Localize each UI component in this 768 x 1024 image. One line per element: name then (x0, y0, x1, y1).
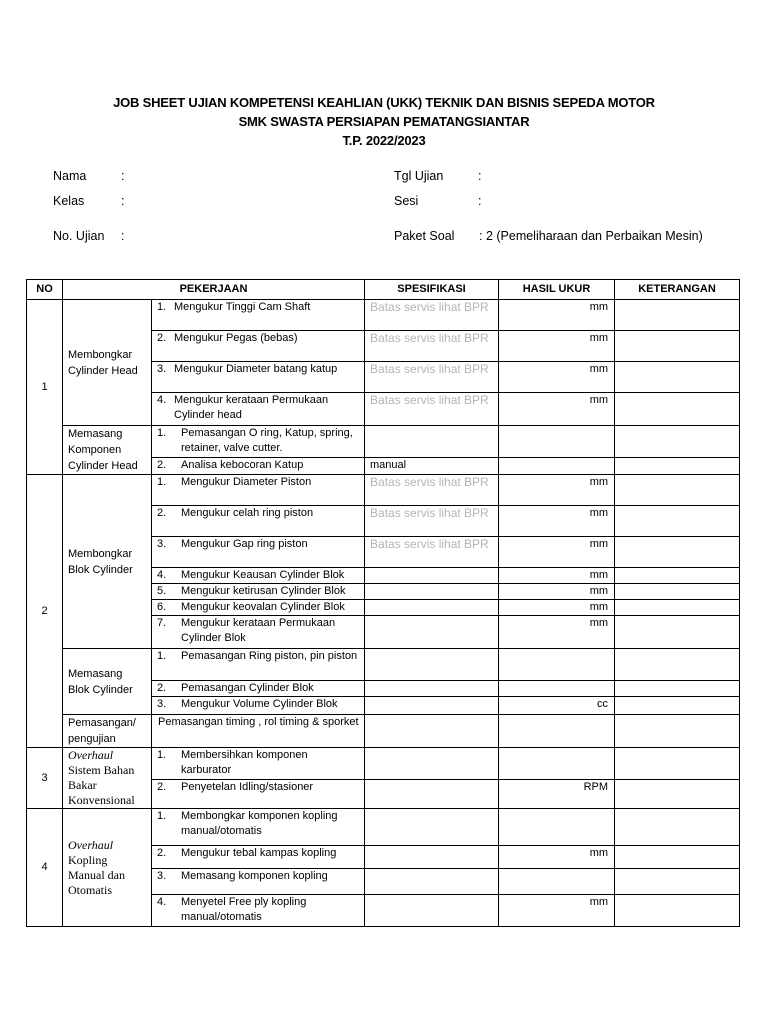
task-text: Membersihkan komponen karburator (181, 749, 308, 776)
keterangan-cell[interactable] (615, 809, 740, 846)
task-number: 1. (157, 749, 167, 761)
hasil-ukur-cell[interactable]: mm (499, 568, 615, 584)
table-row (27, 426, 740, 458)
task-number: 3. (157, 363, 167, 375)
task-cell (152, 506, 365, 537)
group-name-rest: Sistem Bahan Bakar Konvensional (68, 763, 135, 807)
task-number: 1. (157, 476, 167, 488)
spec-cell (365, 895, 499, 927)
task-cell (152, 895, 365, 927)
task-cell (152, 649, 365, 681)
colon-kelas: : (121, 194, 125, 208)
label-no-ujian: No. Ujian (53, 229, 105, 243)
group-name: Membongkar Cylinder Head (63, 300, 152, 426)
table-row (27, 748, 740, 780)
spec-cell (365, 697, 499, 715)
task-cell (152, 362, 365, 393)
hasil-ukur-cell[interactable] (499, 748, 615, 780)
task-cell (152, 331, 365, 362)
task-number: 7. (157, 617, 167, 629)
keterangan-cell[interactable] (615, 458, 740, 475)
keterangan-cell[interactable] (615, 362, 740, 393)
task-number: 2. (157, 781, 167, 793)
col-header-hasil-ukur: HASIL UKUR (499, 280, 615, 300)
hasil-ukur-cell[interactable]: mm (499, 537, 615, 568)
keterangan-cell[interactable] (615, 697, 740, 715)
hasil-ukur-cell[interactable] (499, 809, 615, 846)
keterangan-cell[interactable] (615, 895, 740, 927)
spec-cell (365, 715, 499, 748)
hasil-ukur-cell[interactable]: mm (499, 331, 615, 362)
keterangan-cell[interactable] (615, 715, 740, 748)
hasil-ukur-cell[interactable]: mm (499, 475, 615, 506)
task-text: Mengukur Pegas (bebas) (174, 332, 298, 344)
section-number: 4 (27, 809, 63, 927)
task-number: 2. (157, 459, 167, 472)
label-tgl-ujian: Tgl Ujian (394, 169, 444, 183)
task-text: Mengukur Keausan Cylinder Blok (181, 569, 345, 581)
hasil-ukur-cell[interactable]: mm (499, 616, 615, 649)
table-row (27, 300, 740, 331)
keterangan-cell[interactable] (615, 537, 740, 568)
spec-cell (365, 869, 499, 895)
group-name: Memasang Komponen Cylinder Head (63, 426, 152, 475)
task-number: 6. (157, 601, 167, 613)
task-text: Pemasangan Cylinder Blok (181, 682, 314, 694)
table-row (27, 809, 740, 846)
keterangan-cell[interactable] (615, 869, 740, 895)
group-name-rest: Kopling Manual dan Otomatis (68, 852, 125, 897)
task-text: Pemasangan Ring piston, pin piston (181, 650, 358, 662)
task-number: 1. (157, 650, 167, 662)
hasil-ukur-cell[interactable]: mm (499, 895, 615, 927)
doc-title-line-2: SMK SWASTA PERSIAPAN PEMATANGSIANTAR (238, 114, 530, 129)
spec-cell: Batas servis lihat BPR (365, 475, 499, 506)
col-header-spesifikasi: SPESIFIKASI (365, 280, 499, 300)
task-number: 1. (157, 301, 167, 313)
paket-soal-value: : 2 (Pemeliharaan dan Perbaikan Mesin) (479, 229, 703, 243)
task-number: 2. (157, 332, 167, 344)
keterangan-cell[interactable] (615, 475, 740, 506)
task-cell (152, 715, 365, 748)
keterangan-cell[interactable] (615, 393, 740, 426)
table-row (27, 475, 740, 506)
label-kelas: Kelas (53, 194, 85, 208)
job-sheet-table (26, 279, 740, 927)
colon-nama: : (121, 169, 125, 183)
hasil-ukur-cell[interactable]: mm (499, 584, 615, 600)
keterangan-cell[interactable] (615, 331, 740, 362)
task-text: Mengukur tebal kampas kopling (181, 847, 337, 859)
task-text: Memasang komponen kopling (181, 870, 328, 882)
task-number: 3. (157, 870, 167, 882)
group-name-italic: Overhaul (68, 748, 114, 762)
spec-cell (365, 748, 499, 780)
spec-cell (365, 568, 499, 584)
hasil-ukur-cell[interactable]: RPM (499, 780, 615, 809)
col-header-no: NO (27, 280, 63, 300)
hasil-ukur-cell[interactable]: mm (499, 393, 615, 426)
spec-cell (365, 600, 499, 616)
task-text: Mengukur Diameter batang katup (174, 363, 338, 375)
task-cell (152, 600, 365, 616)
task-text: Mengukur kerataan Permukaan Cylinder head (174, 394, 329, 421)
spec-cell: Batas servis lihat BPR (365, 506, 499, 537)
task-cell (152, 681, 365, 697)
task-number: 2. (157, 682, 167, 694)
task-cell (152, 809, 365, 846)
hasil-ukur-cell[interactable] (499, 715, 615, 748)
group-name (63, 748, 152, 809)
hasil-ukur-cell[interactable]: mm (499, 846, 615, 869)
task-cell (152, 393, 365, 426)
task-number: 5. (157, 585, 167, 597)
spec-cell: manual (365, 458, 499, 475)
section-number: 3 (27, 748, 63, 809)
spec-cell: Batas servis lihat BPR (365, 537, 499, 568)
task-text: Mengukur keovalan Cylinder Blok (181, 601, 345, 613)
task-number: 4. (157, 394, 167, 406)
task-cell (152, 537, 365, 568)
hasil-ukur-cell[interactable] (499, 426, 615, 458)
task-number: 4. (157, 896, 167, 908)
table-row (27, 715, 740, 748)
section-number: 1 (27, 300, 63, 475)
spec-cell: Batas servis lihat BPR (365, 331, 499, 362)
group-name-italic: Overhaul (68, 837, 114, 852)
keterangan-cell[interactable] (615, 846, 740, 869)
task-number: 1. (157, 427, 167, 439)
spec-cell: Batas servis lihat BPR (365, 393, 499, 426)
keterangan-cell[interactable] (615, 748, 740, 780)
task-text: Pemasangan timing , rol timing & sporket (158, 716, 359, 728)
hasil-ukur-cell[interactable] (499, 458, 615, 475)
colon-tgl-ujian: : (478, 169, 482, 183)
col-header-keterangan: KETERANGAN (615, 280, 740, 300)
col-header-pekerjaan: PEKERJAAN (63, 280, 365, 300)
task-cell (152, 426, 365, 458)
task-number: 1. (157, 810, 167, 822)
keterangan-cell[interactable] (615, 300, 740, 331)
task-number: 2. (157, 847, 167, 859)
task-cell (152, 475, 365, 506)
hasil-ukur-cell[interactable]: mm (499, 506, 615, 537)
task-text: Penyetelan Idling/stasioner (181, 781, 314, 793)
task-text: Mengukur Tinggi Cam Shaft (174, 301, 311, 313)
group-name: Memasang Blok Cylinder (63, 649, 152, 715)
task-number: 3. (157, 538, 167, 550)
task-cell (152, 780, 365, 809)
task-cell (152, 748, 365, 780)
spec-cell (365, 584, 499, 600)
task-text: Menyetel Free ply kopling manual/otomatis (181, 896, 307, 923)
doc-title-line-3: T.P. 2022/2023 (342, 133, 426, 148)
task-cell (152, 697, 365, 715)
spec-cell (365, 809, 499, 846)
keterangan-cell[interactable] (615, 780, 740, 809)
spec-cell (365, 616, 499, 649)
keterangan-cell[interactable] (615, 568, 740, 584)
hasil-ukur-cell[interactable] (499, 869, 615, 895)
spec-cell (365, 426, 499, 458)
hasil-ukur-cell[interactable]: mm (499, 300, 615, 331)
task-cell (152, 568, 365, 584)
keterangan-cell[interactable] (615, 584, 740, 600)
colon-no-ujian: : (121, 229, 125, 243)
task-text: Mengukur celah ring piston (181, 507, 314, 519)
label-nama: Nama (53, 169, 87, 183)
task-number: 4. (157, 569, 167, 581)
spec-cell: Batas servis lihat BPR (365, 362, 499, 393)
task-text: Mengukur Volume Cylinder Blok (181, 698, 338, 710)
keterangan-cell[interactable] (615, 506, 740, 537)
group-name: Pemasangan/ pengujian (63, 715, 152, 748)
table-row (27, 649, 740, 681)
task-cell (152, 300, 365, 331)
keterangan-cell[interactable] (615, 600, 740, 616)
keterangan-cell[interactable] (615, 681, 740, 697)
spec-cell (365, 681, 499, 697)
task-cell (152, 869, 365, 895)
task-text: Mengukur Diameter Piston (181, 476, 312, 488)
colon-sesi: : (478, 194, 482, 208)
hasil-ukur-cell[interactable]: mm (499, 362, 615, 393)
task-number: 3. (157, 698, 167, 710)
doc-title-line-1: JOB SHEET UJIAN KOMPETENSI KEAHLIAN (UKK) TEKNIK DAN BISNIS SEPEDA MOTOR (113, 95, 655, 110)
task-text: Mengukur ketirusan Cylinder Blok (181, 585, 346, 597)
keterangan-cell[interactable] (615, 616, 740, 649)
group-name: Membongkar Blok Cylinder (63, 475, 152, 649)
group-name (63, 809, 152, 927)
hasil-ukur-cell[interactable] (499, 649, 615, 681)
task-text: Analisa kebocoran Katup (181, 459, 304, 472)
task-cell (152, 458, 365, 475)
section-number: 2 (27, 475, 63, 748)
task-text: Membongkar komponen kopling manual/otomatis (181, 810, 338, 837)
task-text: Mengukur kerataan Permukaan Cylinder Blok (181, 617, 336, 644)
hasil-ukur-cell[interactable]: mm (499, 600, 615, 616)
task-text: Mengukur Gap ring piston (181, 538, 308, 550)
hasil-ukur-cell[interactable]: cc (499, 697, 615, 715)
spec-cell (365, 780, 499, 809)
table-header-row (27, 280, 740, 300)
hasil-ukur-cell[interactable] (499, 681, 615, 697)
keterangan-cell[interactable] (615, 426, 740, 458)
spec-cell (365, 649, 499, 681)
label-sesi: Sesi (394, 194, 419, 208)
label-paket-soal: Paket Soal (394, 229, 455, 243)
spec-cell: Batas servis lihat BPR (365, 300, 499, 331)
task-cell (152, 616, 365, 649)
task-number: 2. (157, 507, 167, 519)
spec-cell (365, 846, 499, 869)
task-cell (152, 846, 365, 869)
task-text: Pemasangan O ring, Katup, spring, retainer, valve cutter. (181, 427, 353, 454)
task-cell (152, 584, 365, 600)
keterangan-cell[interactable] (615, 649, 740, 681)
